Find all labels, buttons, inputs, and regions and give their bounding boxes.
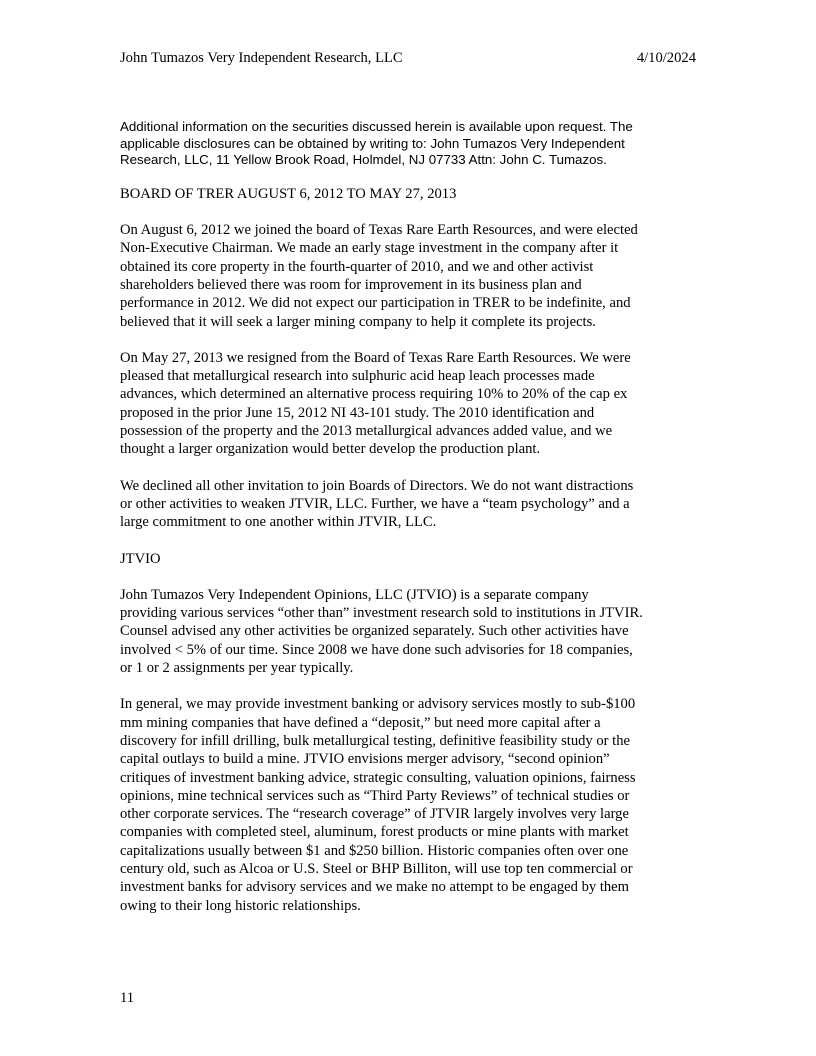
text-line: investment banks for advisory services and we make no attempt to be engaged by them xyxy=(120,879,630,896)
text-line: other corporate services. The “research coverage” of JTVIR largely involves very large xyxy=(120,806,629,823)
text-line: pleased that metallurgical research into sulphuric acid heap leach processes made xyxy=(120,368,595,385)
firm-name: John Tumazos Very Independent Research, LLC xyxy=(120,50,403,66)
paragraph-trer-resigned xyxy=(120,349,700,459)
text-line: obtained its core property in the fourth-quarter of 2010, and we and other activist xyxy=(120,258,594,275)
text-line: believed that it will seek a larger mining company to help it complete its projects. xyxy=(120,313,596,330)
text-line: or 1 or 2 assignments per year typically. xyxy=(120,660,354,677)
text-line: John Tumazos Very Independent Opinions, LLC (JTVIO) is a separate company xyxy=(120,586,589,603)
disclosure-paragraph xyxy=(120,119,700,169)
text-line: advances, which determined an alternative process requiring 10% to 20% of the cap ex xyxy=(120,386,628,403)
text-line: performance in 2012. We did not expect our participation in TRER to be indefinite, and xyxy=(120,295,631,312)
text-line: involved < 5% of our time. Since 2008 we have done such advisories for 18 companies, xyxy=(120,641,633,658)
text-line: capital outlays to build a mine. JTVIO envisions merger advisory, “second opinion” xyxy=(120,751,610,768)
text-line: thought a larger organization would better develop the production plant. xyxy=(120,441,541,458)
heading-text: BOARD OF TRER AUGUST 6, 2012 TO MAY 27, 2013 xyxy=(120,185,457,202)
text-line: Non-Executive Chairman. We made an early stage investment in the company after it xyxy=(120,240,619,257)
page-header xyxy=(120,49,696,67)
text-line: mm mining companies that have defined a “deposit,” but need more capital after a xyxy=(120,714,601,731)
disclosure-line: Research, LLC, 11 Yellow Brook Road, Holmdel, NJ 07733 Attn: John C. Tumazos. xyxy=(120,152,607,168)
section-heading-jtvio xyxy=(120,550,700,568)
text-line: companies with completed steel, aluminum, forest products or mine plants with market xyxy=(120,824,629,841)
header-date: 4/10/2024 xyxy=(636,50,696,66)
text-line: shareholders believed there was room for improvement in its business plan and xyxy=(120,276,582,293)
paragraph-trer-joined xyxy=(120,221,700,331)
text-line: critiques of investment banking advice, strategic consulting, valuation opinions, fairness xyxy=(120,769,636,786)
text-line: century old, such as Alcoa or U.S. Steel or BHP Billiton, will use top ten commercial or xyxy=(120,860,633,877)
heading-text: JTVIO xyxy=(120,550,161,567)
page-number: 11 xyxy=(120,990,135,1006)
text-line: providing various services “other than” investment research sold to institutions in JTVIR. xyxy=(120,605,643,622)
text-line: In general, we may provide investment banking or advisory services mostly to sub-$100 xyxy=(120,696,636,713)
page-body xyxy=(120,119,700,933)
paragraph-jtvio-services xyxy=(120,695,700,915)
text-line: possession of the property and the 2013 metallurgical advances added value, and we xyxy=(120,423,613,440)
paragraph-declined-boards xyxy=(120,477,700,532)
section-heading-trer xyxy=(120,185,700,203)
text-line: We declined all other invitation to join Boards of Directors. We do not want distractions xyxy=(120,477,634,494)
text-line: large commitment to one another within JTVIR, LLC. xyxy=(120,514,437,531)
text-line: On August 6, 2012 we joined the board of Texas Rare Earth Resources, and were elected xyxy=(120,222,638,239)
disclosure-line: applicable disclosures can be obtained by writing to: John Tumazos Very Independent xyxy=(120,135,625,151)
text-line: proposed in the prior June 15, 2012 NI 43-101 study. The 2010 identification and xyxy=(120,404,595,421)
text-line: discovery for infill drilling, bulk metallurgical testing, definitive feasibility study or the xyxy=(120,732,631,749)
text-line: opinions, mine technical services such as “Third Party Reviews” of technical studies or xyxy=(120,787,630,804)
text-line: On May 27, 2013 we resigned from the Board of Texas Rare Earth Resources. We were xyxy=(120,349,631,366)
text-line: Counsel advised any other activities be organized separately. Such other activities have xyxy=(120,623,629,640)
text-line: capitalizations usually between $1 and $250 billion. Historic companies often over one xyxy=(120,842,629,859)
text-line: owing to their long historic relationships. xyxy=(120,897,361,914)
paragraph-jtvio-intro xyxy=(120,586,700,677)
disclosure-line: Additional information on the securities discussed herein is available upon request. The xyxy=(120,119,633,134)
text-line: or other activities to weaken JTVIR, LLC. Further, we have a “team psychology” and a xyxy=(120,495,630,512)
